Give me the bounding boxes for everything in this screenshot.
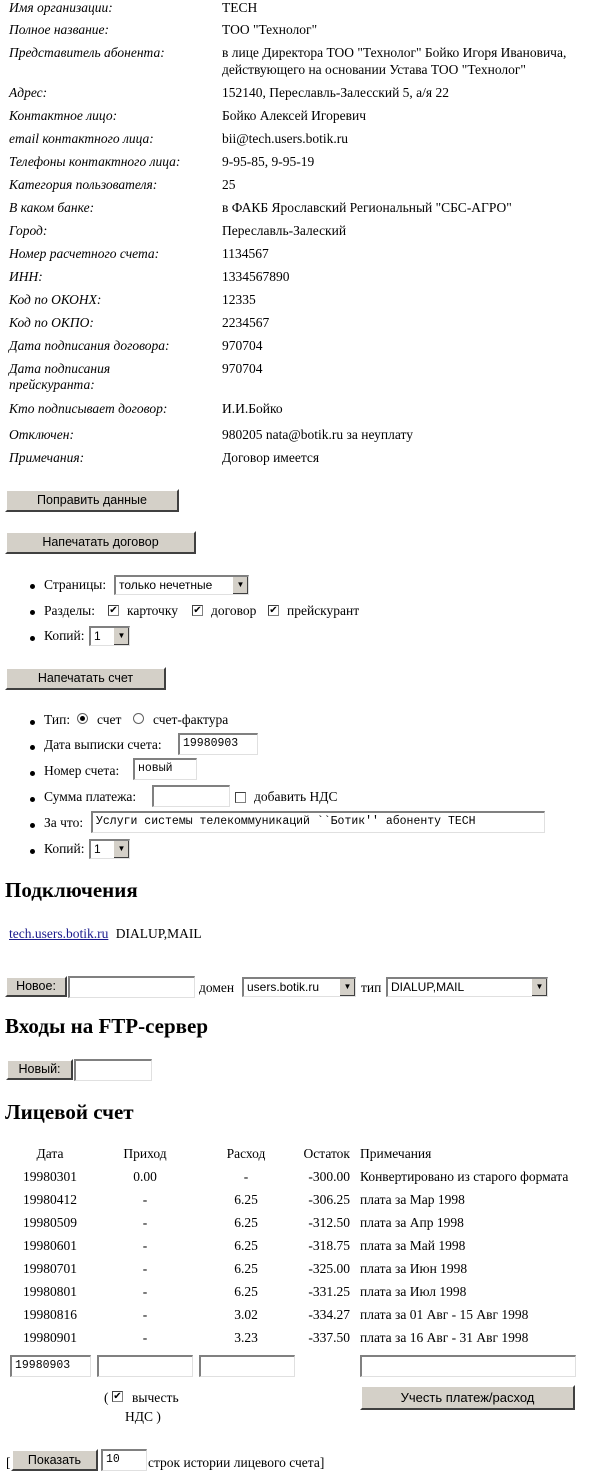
info-label: Полное название: [9,22,110,37]
invoice-type-radio[interactable] [77,713,88,724]
subtract-vat-checkbox[interactable]: ✔ [113,1391,122,1402]
account-cell: -325.00 [308,1261,350,1276]
ftp-heading: Входы на FTP-сервер [5,1014,209,1038]
info-value: 9-95-85, 9-95-19 [222,154,315,169]
info-label: Телефоны контактного лица: [9,154,181,169]
contract-copies-select[interactable] [89,626,130,646]
account-cell: Конвертировано из старого формата [360,1169,569,1184]
info-label: Отключен: [9,427,74,442]
account-cell: - [243,1169,249,1184]
invoice-copies-label: Копий: [44,841,85,856]
info-value: И.И.Бойко [222,401,283,416]
section-card-checkbox[interactable]: ✔ [109,605,118,616]
account-cell: -318.75 [308,1238,350,1253]
info-label: Имя организации: [9,0,113,15]
new-entry-date-input[interactable]: 19980903 [10,1355,91,1377]
connection-type-select[interactable] [386,977,548,997]
list-bullet [30,636,35,641]
account-heading: Лицевой счет [5,1100,134,1124]
account-cell: - [142,1261,148,1276]
domain-select[interactable] [242,977,356,997]
account-cell: 19980601 [23,1238,77,1253]
account-cell: плата за Мар 1998 [360,1192,465,1207]
list-bullet [30,720,35,725]
subtract-vat-label: вычесть [132,1390,179,1405]
account-cell: - [142,1215,148,1230]
payment-sum-input[interactable] [152,785,230,807]
account-cell: - [142,1238,148,1253]
account-header-cell: Примечания [360,1146,432,1161]
account-cell: 3.23 [234,1330,258,1345]
info-value: 25 [222,177,236,192]
new-entry-expense-input[interactable] [199,1355,295,1377]
connection-services: DIALUP,MAIL [115,926,202,941]
account-cell: -331.25 [308,1284,350,1299]
chevron-down-icon: ▼ [339,979,355,996]
invoice-type-option-label: счет [97,712,122,727]
type-label: тип [361,980,382,995]
account-cell: - [142,1192,148,1207]
invoice-copies-value: 1 [94,842,101,856]
sections-label: Разделы: [44,603,96,618]
account-cell: 19980801 [23,1284,77,1299]
list-bullet [30,797,35,802]
account-cell: 19980412 [23,1192,77,1207]
pages-label: Страницы: [44,577,107,592]
invoice-facture-radio[interactable] [133,713,144,724]
subtract-vat-label-2: НДС ) [125,1409,161,1424]
info-value: в лице Директора ТОО "Технолог" Бойко Игоря Ивановича, [222,45,567,60]
list-bullet [30,745,35,750]
account-cell: -300.00 [308,1169,350,1184]
info-label: Дата подписания договора: [9,338,170,353]
account-header-cell: Приход [123,1146,167,1161]
pages-select-value: только нечетные [119,578,213,592]
new-ftp-button[interactable]: Новый: [6,1059,73,1080]
account-cell: 19980816 [23,1307,77,1322]
info-label: Адрес: [9,85,48,100]
account-cell: - [142,1307,148,1322]
section-contract-label: договор [211,603,257,618]
new-ftp-input[interactable] [74,1059,152,1081]
info-label: Категория пользователя: [9,177,158,192]
show-history-button[interactable]: Показать [11,1449,98,1471]
history-rows-label: строк истории лицевого счета] [148,1455,325,1470]
info-label: Номер расчетного счета: [9,246,160,261]
info-label: прейскуранта: [9,377,95,392]
account-cell: -306.25 [308,1192,350,1207]
info-value: действующего на основании Устава ТОО "Технолог" [222,62,526,77]
account-cell: 6.25 [234,1192,258,1207]
connections-heading: Подключения [5,878,138,902]
account-cell: 6.25 [234,1284,258,1299]
account-cell: 19980701 [23,1261,77,1276]
account-cell: 0.00 [133,1169,157,1184]
list-bullet [30,584,35,589]
apply-payment-button[interactable]: Учесть платеж/расход [360,1385,575,1410]
account-cell: - [142,1284,148,1299]
info-label: Дата подписания [9,361,111,376]
info-value: 970704 [222,361,263,376]
info-label: Кто подписывает договор: [9,401,168,416]
account-cell: плата за Июн 1998 [360,1261,468,1276]
account-cell: 19980509 [23,1215,77,1230]
chevron-down-icon: ▼ [232,577,248,594]
info-value: TECH [222,0,258,15]
print-invoice-button[interactable]: Напечатать счет [5,667,166,690]
invoice-facture-option-label: счет-фактура [153,712,229,727]
invoice-date-label: Дата выписки счета: [44,737,162,752]
account-cell: 6.25 [234,1215,258,1230]
account-cell: - [142,1330,148,1345]
list-bullet [30,823,35,828]
info-value: Договор имеется [222,450,320,465]
info-value: в ФАКБ Ярославский Региональный "СБС-АГРО" [222,200,512,215]
info-label: Представитель абонента: [9,45,165,60]
info-label: Город: [9,223,48,238]
info-label: Код по ОКПО: [9,315,94,330]
info-value: 970704 [222,338,263,353]
account-header-cell: Расход [226,1146,266,1161]
info-value: bii@tech.users.botik.ru [222,131,349,146]
info-value: 2234567 [222,315,270,330]
info-value: 980205 nata@botik.ru за неуплату [222,427,413,442]
account-cell: плата за Июл 1998 [360,1284,467,1299]
vat-open-paren: ( [104,1390,109,1405]
domain-label: домен [199,980,235,995]
info-label: email контактного лица: [9,131,154,146]
invoice-copies-select[interactable] [89,839,130,859]
account-cell: 3.02 [234,1307,258,1322]
info-value: ТОО "Технолог" [222,22,318,37]
invoice-date-input[interactable]: 19980903 [178,733,258,755]
info-label: В каком банке: [9,200,95,215]
account-cell: -334.27 [308,1307,350,1322]
new-connection-input[interactable] [68,976,195,998]
account-cell: 6.25 [234,1261,258,1276]
chevron-down-icon: ▼ [113,628,129,645]
connection-row [9,926,202,942]
section-pricelist-checkbox[interactable]: ✔ [269,605,278,616]
new-entry-note-input[interactable] [360,1355,576,1377]
account-header-cell: Остаток [303,1146,350,1161]
history-rows-input[interactable]: 10 [101,1449,147,1471]
section-pricelist-label: прейскурант [287,603,360,618]
account-cell: плата за 16 Авг - 31 Авг 1998 [360,1330,529,1345]
list-bullet [30,771,35,776]
info-value: Переславль-Залеский [222,223,347,238]
history-open-bracket: [ [6,1455,11,1470]
info-value: 12335 [222,292,256,307]
info-label: Примечания: [9,450,85,465]
info-value: Бойко Алексей Игоревич [222,108,367,123]
list-bullet [30,610,35,615]
section-card-label: карточку [127,603,178,618]
add-vat-checkbox[interactable] [235,792,246,803]
account-cell: плата за Апр 1998 [360,1215,464,1230]
account-cell: 19980901 [23,1330,77,1345]
connection-link[interactable]: tech.users.botik.ru [9,926,109,941]
domain-select-value: users.botik.ru [247,980,320,994]
payment-sum-label: Сумма платежа: [44,789,137,804]
invoice-for-label: За что: [44,815,84,830]
account-cell: -312.50 [308,1215,350,1230]
account-cell: -337.50 [308,1330,350,1345]
info-label: Код по ОКОНХ: [9,292,102,307]
account-header-cell: Дата [36,1146,64,1161]
account-cell: плата за 01 Авг - 15 Авг 1998 [360,1307,529,1322]
contract-copies-value: 1 [94,629,101,643]
invoice-for-input[interactable]: Услуги системы телекоммуникаций ``Ботик'' абоненту TECH [91,811,545,833]
invoice-number-input[interactable]: новый [133,758,197,780]
add-vat-label: добавить НДС [254,789,338,804]
account-cell: плата за Май 1998 [360,1238,466,1253]
info-value: 1134567 [222,246,269,261]
new-entry-income-input[interactable] [97,1355,193,1377]
chevron-down-icon: ▼ [531,979,547,996]
section-contract-checkbox[interactable]: ✔ [193,605,202,616]
new-connection-button[interactable]: Новое: [5,976,67,997]
chevron-down-icon: ▼ [113,841,129,858]
contract-copies-label: Копий: [44,628,85,643]
info-value: 1334567890 [222,269,290,284]
print-contract-button[interactable]: Напечатать договор [5,531,196,554]
account-cell: 6.25 [234,1238,258,1253]
invoice-type-label: Тип: [44,712,71,727]
edit-data-button[interactable]: Поправить данные [5,489,179,512]
invoice-number-label: Номер счета: [44,763,120,778]
info-label: Контактное лицо: [9,108,118,123]
list-bullet [30,849,35,854]
account-cell: 19980301 [23,1169,77,1184]
pages-select[interactable] [114,575,249,595]
info-label: ИНН: [9,269,43,284]
connection-type-value: DIALUP,MAIL [391,980,465,994]
info-value: 152140, Переславль-Залесский 5, а/я 22 [222,85,450,100]
